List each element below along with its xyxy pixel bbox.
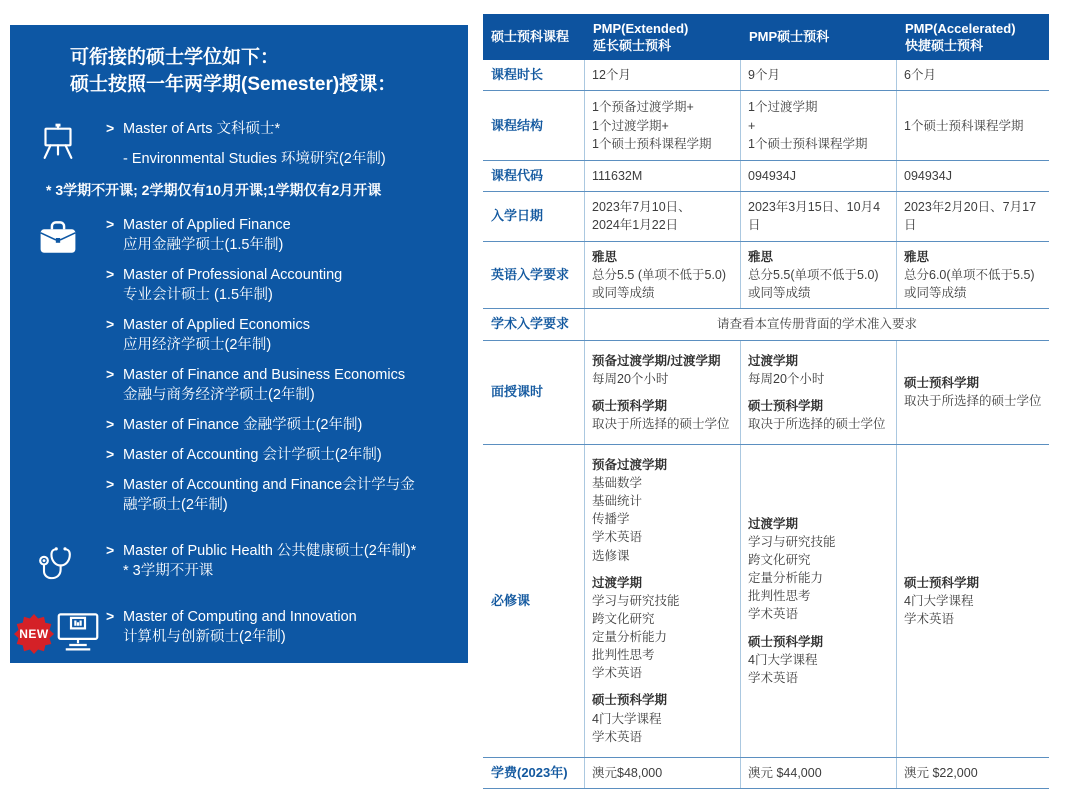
degree-item-line: - Environmental Studies 环境研究(2年制) bbox=[123, 150, 386, 167]
degree-panel bbox=[10, 25, 468, 663]
item-marker: > bbox=[106, 542, 115, 559]
table-header-cell bbox=[897, 14, 1049, 60]
degree-item-list bbox=[106, 119, 458, 179]
table-cell bbox=[585, 60, 741, 90]
degree-item-line: Master of Applied Finance bbox=[123, 217, 291, 234]
cell-line: 定量分析能力 bbox=[748, 571, 824, 586]
table-cell bbox=[741, 192, 897, 240]
table-cell bbox=[897, 161, 1049, 191]
degree-item-line: * 3学期不开课 bbox=[123, 563, 214, 580]
item-marker bbox=[106, 149, 123, 169]
degree-group-row bbox=[10, 607, 458, 657]
degree-item-line: 应用金融学硕士(1.5年制) bbox=[123, 237, 284, 254]
cell-line: 硕士预科学期 bbox=[748, 634, 824, 649]
cell-line: 澳元 $22,000 bbox=[904, 765, 978, 780]
degree-item-list bbox=[106, 215, 458, 525]
cell-line: 094934J bbox=[904, 169, 952, 184]
degree-group-icon-column bbox=[10, 215, 106, 525]
row-label: 入学日期 bbox=[483, 192, 585, 240]
cell-line: 学术英语 bbox=[592, 666, 643, 681]
cell-line: 4门大学课程 bbox=[904, 593, 974, 608]
table-row bbox=[483, 242, 1049, 309]
cell-line: 1个过渡学期+ bbox=[592, 118, 669, 133]
cell-line: 2023年2月20日、7月17日 bbox=[904, 200, 1037, 233]
cell-line: 111632M bbox=[592, 169, 643, 184]
degree-group bbox=[10, 215, 458, 525]
cell-spacer bbox=[748, 388, 889, 397]
table-row bbox=[483, 91, 1049, 161]
row-label: 英语入学要求 bbox=[483, 242, 585, 308]
panel-title-line2: 硕士按照一年两学期(Semester)授课： bbox=[70, 73, 397, 95]
degree-item-text bbox=[123, 365, 458, 405]
degree-item bbox=[106, 475, 458, 515]
briefcase-icon bbox=[37, 218, 79, 263]
cell-line: 传播学 bbox=[592, 512, 630, 527]
easel-icon bbox=[38, 122, 78, 167]
cell-line: 取决于所选择的硕士学位 bbox=[904, 394, 1042, 409]
cell-line: 1个硕士预科课程学期 bbox=[748, 136, 868, 151]
table-header-line: 硕士预科课程 bbox=[491, 29, 570, 45]
cell-line: + bbox=[748, 118, 756, 133]
table-cell bbox=[897, 758, 1049, 788]
item-marker: > bbox=[106, 446, 115, 463]
new-badge-label: NEW bbox=[19, 627, 49, 642]
cell-line: 总分5.5(单项不低于5.0) 或同等成绩 bbox=[748, 267, 879, 300]
degree-item-line: Master of Computing and Innovation bbox=[123, 609, 357, 626]
cell-line: 学习与研究技能 bbox=[748, 534, 836, 549]
table-row bbox=[483, 60, 1049, 91]
degree-item bbox=[106, 265, 458, 305]
cell-line: 硕士预科学期 bbox=[592, 693, 668, 708]
degree-item bbox=[106, 315, 458, 355]
computer-icon bbox=[56, 610, 100, 657]
degree-group-footnote: * 3学期不开课; 2学期仅有10月开课;1学期仅有2月开课 bbox=[46, 181, 382, 198]
pmp-comparison-table bbox=[483, 14, 1049, 789]
cell-line: 1个预备过渡学期+ bbox=[592, 100, 694, 115]
table-cell bbox=[897, 242, 1049, 308]
table-row bbox=[483, 445, 1049, 758]
table-header-cell bbox=[585, 14, 741, 60]
degree-group-icon-column bbox=[10, 607, 106, 657]
table-cell bbox=[585, 161, 741, 191]
degree-item bbox=[106, 541, 458, 581]
cell-line: 请查看本宣传册背面的学术准入要求 bbox=[716, 317, 917, 332]
degree-group-row bbox=[10, 541, 458, 591]
cell-line: 094934J bbox=[748, 169, 796, 184]
cell-line: 过渡学期 bbox=[592, 575, 643, 590]
degree-group-row bbox=[10, 215, 458, 525]
degree-item-line: 融学硕士(2年制) bbox=[123, 497, 228, 514]
table-header-line: PMP硕士预科 bbox=[749, 29, 830, 45]
degree-group-icon-column bbox=[10, 541, 106, 591]
table-cell bbox=[585, 445, 741, 757]
degree-item bbox=[106, 365, 458, 405]
cell-spacer bbox=[592, 682, 733, 691]
cell-line: 学术英语 bbox=[748, 670, 799, 685]
degree-item-line: Master of Arts 文科硕士* bbox=[123, 120, 281, 137]
degree-item-text bbox=[123, 607, 458, 647]
row-label: 学术入学要求 bbox=[483, 309, 585, 340]
table-header-row bbox=[483, 14, 1049, 60]
degree-item-line: 专业会计硕士 (1.5年制) bbox=[123, 287, 273, 304]
item-marker: > bbox=[106, 119, 115, 136]
degree-item bbox=[106, 119, 458, 139]
cell-spacer bbox=[592, 388, 733, 397]
degree-item-list bbox=[106, 607, 458, 657]
degree-item bbox=[106, 445, 458, 465]
row-label: 课程时长 bbox=[483, 60, 585, 90]
degree-item-line: 计算机与创新硕士(2年制) bbox=[123, 629, 286, 646]
degree-item-line: Master of Finance 金融学硕士(2年制) bbox=[123, 417, 363, 434]
degree-item-text bbox=[123, 541, 458, 581]
table-cell bbox=[741, 445, 897, 757]
table-header-line: 延长硕士预科 bbox=[593, 38, 672, 53]
cell-line: 选修课 bbox=[592, 548, 630, 563]
degree-item-line: 金融与商务经济学硕士(2年制) bbox=[123, 387, 315, 404]
degree-item-text bbox=[123, 445, 458, 465]
table-row bbox=[483, 192, 1049, 241]
row-label: 必修课 bbox=[483, 445, 585, 757]
cell-line: 硕士预科学期 bbox=[748, 398, 824, 413]
table-cell bbox=[741, 758, 897, 788]
item-marker: > bbox=[106, 366, 115, 383]
table-body bbox=[483, 60, 1049, 789]
degree-item bbox=[106, 415, 458, 435]
new-badge bbox=[14, 614, 54, 654]
degree-item-text bbox=[123, 149, 458, 169]
item-marker: > bbox=[106, 476, 115, 493]
table-cell bbox=[741, 242, 897, 308]
cell-line: 澳元$48,000 bbox=[592, 765, 663, 780]
row-label: 课程结构 bbox=[483, 91, 585, 160]
degree-item-text bbox=[123, 315, 458, 355]
table-cell bbox=[897, 445, 1049, 757]
cell-spacer bbox=[748, 624, 889, 633]
cell-line: 每周20个小时 bbox=[748, 371, 825, 386]
cell-line: 雅思 bbox=[592, 249, 618, 264]
cell-line: 过渡学期 bbox=[748, 353, 799, 368]
degree-group bbox=[10, 119, 458, 199]
degree-item-line: Master of Accounting and Finance会计学与金 bbox=[123, 477, 415, 494]
cell-line: 批判性思考 bbox=[748, 589, 811, 604]
cell-line: 1个硕士预科课程学期 bbox=[904, 118, 1024, 133]
cell-line: 学术英语 bbox=[592, 530, 643, 545]
cell-line: 硕士预科学期 bbox=[904, 376, 980, 391]
table-header-line: PMP(Extended) bbox=[593, 20, 689, 36]
table-cell bbox=[585, 341, 741, 444]
cell-line: 定量分析能力 bbox=[592, 630, 668, 645]
cell-line: 硕士预科学期 bbox=[904, 575, 980, 590]
table-header-cell bbox=[483, 14, 585, 60]
table-cell bbox=[741, 341, 897, 444]
table-cell bbox=[585, 242, 741, 308]
degree-item-list bbox=[106, 541, 458, 591]
table-cell bbox=[741, 60, 897, 90]
cell-line: 预备过渡学期 bbox=[592, 457, 668, 472]
cell-line: 学术英语 bbox=[592, 729, 643, 744]
cell-spacer bbox=[592, 565, 733, 574]
item-marker: > bbox=[106, 608, 115, 625]
table-cell bbox=[897, 341, 1049, 444]
table-cell bbox=[585, 192, 741, 240]
degree-item-text bbox=[123, 415, 458, 435]
cell-line: 学术英语 bbox=[904, 611, 955, 626]
row-label: 课程代码 bbox=[483, 161, 585, 191]
cell-line: 1个硕士预科课程学期 bbox=[592, 136, 712, 151]
degree-item-line: 应用经济学硕士(2年制) bbox=[123, 337, 272, 354]
degree-item-line: Master of Accounting 会计学硕士(2年制) bbox=[123, 447, 382, 464]
degree-item bbox=[106, 607, 458, 647]
table-cell bbox=[741, 91, 897, 160]
cell-line: 基础统计 bbox=[592, 494, 643, 509]
table-cell bbox=[897, 91, 1049, 160]
cell-line: 2024年1月22日 bbox=[592, 218, 679, 233]
cell-line: 跨文化研究 bbox=[592, 611, 655, 626]
degree-item-line: Master of Applied Economics bbox=[123, 317, 310, 334]
table-header-cell bbox=[741, 14, 897, 60]
cell-line: 4门大学课程 bbox=[748, 652, 818, 667]
cell-line: 雅思 bbox=[904, 249, 930, 264]
cell-line: 取决于所选择的硕士学位 bbox=[592, 417, 730, 431]
cell-line: 跨文化研究 bbox=[748, 553, 811, 568]
cell-line: 9个月 bbox=[748, 68, 780, 82]
cell-line: 6个月 bbox=[904, 68, 936, 82]
degree-item-line: Master of Professional Accounting bbox=[123, 267, 343, 284]
table-cell bbox=[897, 60, 1049, 90]
table-span-cell bbox=[585, 309, 1049, 340]
cell-line: 学习与研究技能 bbox=[592, 593, 680, 608]
table-cell bbox=[897, 192, 1049, 240]
item-marker: > bbox=[106, 216, 115, 233]
degree-item-text bbox=[123, 215, 458, 255]
degree-group bbox=[10, 607, 458, 657]
cell-line: 过渡学期 bbox=[748, 516, 799, 531]
cell-line: 每周20个小时 bbox=[592, 371, 669, 386]
cell-line: 总分5.5 (单项不低于5.0) 或同等成绩 bbox=[592, 267, 727, 300]
table-row bbox=[483, 341, 1049, 445]
table-row bbox=[483, 758, 1049, 789]
table-header-line: PMP(Accelerated) bbox=[905, 20, 1016, 36]
cell-line: 4门大学课程 bbox=[592, 711, 662, 726]
table-row bbox=[483, 161, 1049, 192]
degree-groups bbox=[10, 119, 458, 657]
row-label: 学费(2023年) bbox=[483, 758, 585, 788]
cell-line: 基础数学 bbox=[592, 476, 643, 491]
degree-item-text bbox=[123, 119, 458, 139]
cell-line: 总分6.0(单项不低于5.5) 或同等成绩 bbox=[904, 267, 1035, 300]
panel-title bbox=[70, 45, 458, 99]
item-marker: > bbox=[106, 416, 115, 433]
cell-line: 预备过渡学期/过渡学期 bbox=[592, 353, 721, 368]
cell-line: 硕士预科学期 bbox=[592, 398, 668, 413]
panel-title-line1: 可衔接的硕士学位如下： bbox=[70, 47, 280, 68]
degree-group-icon-column bbox=[10, 119, 106, 179]
table-cell bbox=[585, 758, 741, 788]
table-row bbox=[483, 309, 1049, 341]
stethoscope-icon bbox=[37, 544, 79, 591]
degree-item-text bbox=[123, 265, 458, 305]
table-header-line: 快捷硕士预科 bbox=[905, 38, 984, 53]
cell-line: 学术英语 bbox=[748, 607, 799, 622]
cell-line: 2023年7月10日、 bbox=[592, 200, 691, 215]
item-marker: > bbox=[106, 316, 115, 333]
cell-line: 2023年3月15日、10月4日 bbox=[748, 200, 881, 233]
cell-line: 12个月 bbox=[592, 68, 631, 82]
degree-item-line: Master of Public Health 公共健康硕士(2年制)* bbox=[123, 543, 417, 560]
degree-item-line: Master of Finance and Business Economics bbox=[123, 367, 406, 384]
cell-line: 批判性思考 bbox=[592, 648, 655, 663]
row-label: 面授课时 bbox=[483, 341, 585, 444]
degree-group-row bbox=[10, 119, 458, 179]
cell-line: 取决于所选择的硕士学位 bbox=[748, 417, 886, 431]
degree-item bbox=[106, 149, 458, 169]
cell-line: 1个过渡学期 bbox=[748, 100, 818, 115]
cell-line: 雅思 bbox=[748, 249, 774, 264]
table-cell bbox=[741, 161, 897, 191]
degree-item-text bbox=[123, 475, 458, 515]
degree-item bbox=[106, 215, 458, 255]
item-marker: > bbox=[106, 266, 115, 283]
degree-group bbox=[10, 541, 458, 591]
table-cell bbox=[585, 91, 741, 160]
cell-line: 澳元 $44,000 bbox=[748, 765, 822, 780]
